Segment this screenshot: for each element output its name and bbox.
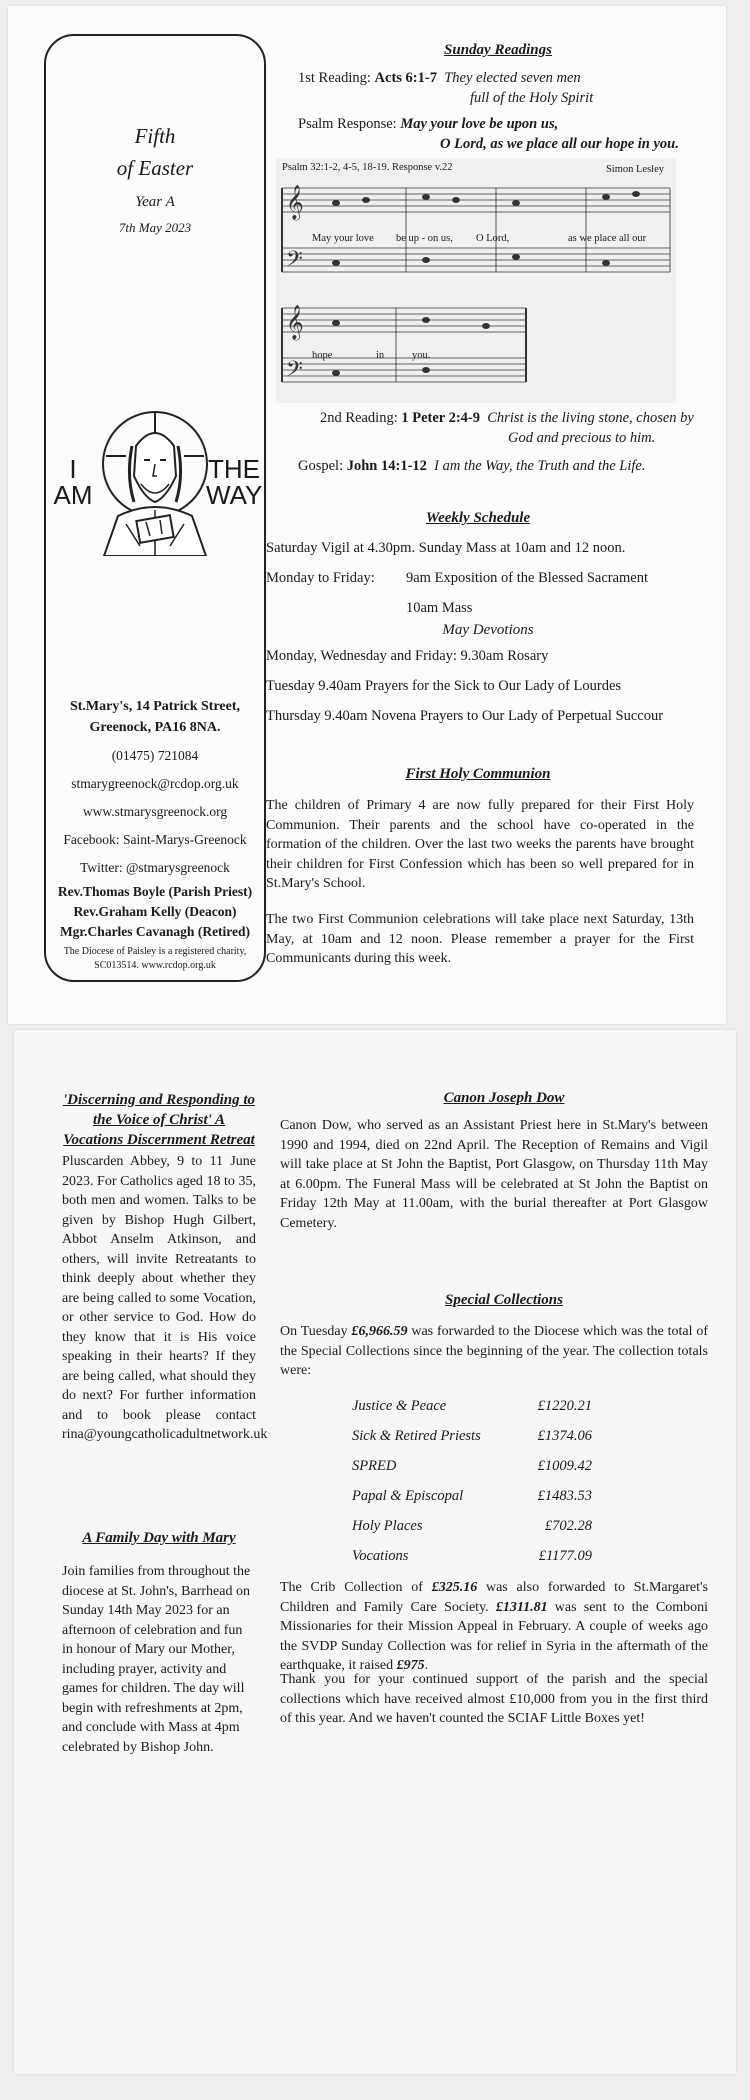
collection-name: SPRED <box>352 1458 397 1474</box>
retreat-body: Pluscarden Abbey, 9 to 11 June 2023. For Catholics aged 18 to 35, both men and women. Talks to be given by Bishop Hugh Gilbert, Abbot Anselm Atkinson, and others, will invite Retreatants to think deeply about whether they are being called to some Vocation, or other service to God. How do they know that it is His voice speaking in their hearts? If they are being called, what should they do next? For further information and to book please contact rina@youngcatholicadultnetwork.uk <box>62 1154 268 1442</box>
communion-para1: The children of Primary 4 are now fully prepared for their First Holy Communion. Their parents and the school have co-operated in the formation of the children. Over the last two weeks the parents have brought their children for First Confession which has been so well prepared for in St.Mary's School. <box>266 798 694 891</box>
parish-website[interactable]: www.stmarysgreenock.org <box>82 804 228 819</box>
parish-address-line1: St.Mary's, 14 Patrick Street, <box>69 699 241 714</box>
parish-address-line2: Greenock, PA16 8NA. <box>89 720 221 735</box>
schedule-weekend: Saturday Vigil at 4.30pm. Sunday Mass at 10am and 12 noon. <box>266 540 626 556</box>
canon-body: Canon Dow, who served as an Assistant Priest here in St.Mary's between 1990 and 1994, died on 22nd April. The Reception of Remains and Vigil will take place at St John the Baptist, Port Glasgow, on Thursday 11th May at 6.00pm. The Funeral Mass will be celebrated at St John the Baptist on Friday 12th May at 11.00am, with the burial thereafter at Port Glasgow Cemetery. <box>280 1118 708 1231</box>
svg-text:𝄢: 𝄢 <box>286 357 303 387</box>
second-reading-cont: God and precious to him. <box>508 430 656 446</box>
schedule-mass: 10am Mass <box>406 600 473 616</box>
psalm-ref: Psalm 32:1-2, 4-5, 18-19. Response v.22 <box>282 162 453 173</box>
bulletin-date: 7th May 2023 <box>118 220 192 235</box>
crib-collection-para: The Crib Collection of £325.16 was also forwarded to St.Margaret's Children and Family Care Society. £1311.81 was sent to the Comboni Missionaries for their Mission Appeal in February. A couple of weeks ago the SVDP Sunday Collection was for relief in Syria in the aftermath of the earthquake, it raised £975. <box>280 1580 708 1673</box>
psalm-response-cont: O Lord, as we place all our hope in you. <box>440 136 679 152</box>
second-reading: 2nd Reading: 1 Peter 2:4-9 Christ is the living stone, chosen by <box>320 410 694 426</box>
canon-heading: Canon Joseph Dow <box>443 1090 565 1106</box>
week-title-line2: of Easter <box>116 156 194 180</box>
clergy-deacon: Rev.Graham Kelly (Deacon) <box>73 904 237 919</box>
collection-amount: £1374.06 <box>537 1428 592 1444</box>
lyric-2: be up - on us, <box>396 233 453 244</box>
family-day-heading: A Family Day with Mary <box>82 1530 236 1546</box>
lyric-5: hope <box>312 350 333 361</box>
collection-amount: £702.28 <box>544 1518 592 1534</box>
collection-amount: £1483.53 <box>537 1488 592 1504</box>
staff-notation-icon <box>276 178 676 403</box>
schedule-exposition: 9am Exposition of the Blessed Sacrament <box>406 570 649 586</box>
family-day-body: Join families from throughout the diocese at St. John's, Barrhead on Sunday 14th May 2023 for an afternoon of celebration and fun in honour of Mary our Mother, including prayer, activity and games for children. The day will begin with refreshments at 2pm, and conclude with Mass at 4pm celebrated by Bishop John. <box>62 1564 251 1755</box>
collections-intro: On Tuesday £6,966.59 was forwarded to the Diocese which was the total of the Special Collections since the beginning of the year. The collection totals were: <box>280 1324 709 1378</box>
collection-name: Holy Places <box>352 1518 423 1534</box>
collection-name: Papal & Episcopal <box>352 1488 464 1504</box>
parish-twitter[interactable]: Twitter: @stmarysgreenock <box>80 860 230 875</box>
lyric-7: you. <box>412 350 431 361</box>
bulletin-page-1 <box>8 6 726 1024</box>
lyric-6: in <box>376 350 385 361</box>
communion-heading: First Holy Communion <box>405 766 551 782</box>
devotions-heading: May Devotions <box>442 622 534 638</box>
communion-para2: The two First Communion celebrations will take place next Saturday, 13th May, at 10am and 12 noon. Please remember a prayer for the First Communicants during this week. <box>266 912 694 966</box>
collection-amount: £1177.09 <box>538 1548 592 1564</box>
gospel-reading: Gospel: John 14:1-12 I am the Way, the Truth and the Life. <box>298 458 646 474</box>
christ-illustration <box>48 406 262 556</box>
lyric-1: May your love <box>312 233 374 244</box>
first-reading-cont: full of the Holy Spirit <box>470 90 594 106</box>
collection-name: Sick & Retired Priests <box>352 1428 481 1444</box>
liturgical-year: Year A <box>135 194 175 210</box>
clergy-parish-priest: Rev.Thomas Boyle (Parish Priest) <box>57 884 253 899</box>
charity-line1: The Diocese of Paisley is a registered charity, <box>63 946 247 957</box>
motto-right: THE WAY <box>206 454 263 510</box>
motto-left: I AM <box>53 454 93 510</box>
parish-facebook[interactable]: Facebook: Saint-Marys-Greenock <box>63 832 247 847</box>
lyric-4: as we place all our <box>568 233 647 244</box>
schedule-weekday-label: Monday to Friday: <box>266 570 375 586</box>
bulletin-page-2 <box>14 1030 736 2074</box>
collections-heading: Special Collections <box>445 1292 563 1308</box>
lyric-3: O Lord, <box>476 233 510 244</box>
clergy-retired: Mgr.Charles Cavanagh (Retired) <box>59 924 251 939</box>
svg-text:𝄞: 𝄞 <box>286 185 304 220</box>
devotion-succour: Thursday 9.40am Novena Prayers to Our Lady of Perpetual Succour <box>266 708 664 724</box>
readings-heading: Sunday Readings <box>444 42 552 58</box>
psalm-response: Psalm Response: May your love be upon us, <box>298 116 559 132</box>
collection-amount: £1220.21 <box>537 1398 592 1414</box>
composer: Simon Lesley <box>605 164 664 175</box>
parish-phone: (01475) 721084 <box>111 748 199 763</box>
charity-line2: SC013514. www.rcdop.org.uk <box>94 960 216 971</box>
svg-text:𝄢: 𝄢 <box>286 247 303 277</box>
sidebar-panel <box>44 34 266 982</box>
week-title-line1: Fifth <box>134 124 176 148</box>
first-reading: 1st Reading: Acts 6:1-7 They elected seven men <box>298 70 581 86</box>
retreat-heading: 'Discerning and Responding to the Voice of Christ' A Vocations Discernment Retreat <box>62 1092 256 1148</box>
psalm-music-score <box>276 158 676 403</box>
jesus-icon <box>96 406 214 556</box>
collection-name: Vocations <box>352 1548 409 1564</box>
devotion-rosary: Monday, Wednesday and Friday: 9.30am Rosary <box>266 648 549 664</box>
schedule-heading: Weekly Schedule <box>425 510 531 526</box>
collection-name: Justice & Peace <box>352 1398 447 1414</box>
parish-email[interactable]: stmarygreenock@rcdop.org.uk <box>71 776 239 791</box>
thanks-para: Thank you for your continued support of the parish and the special collections which have received almost £10,000 from you in the first third of this year. And we haven't counted the SCIAF Little Boxes yet! <box>280 1672 708 1726</box>
devotion-lourdes: Tuesday 9.40am Prayers for the Sick to Our Lady of Lourdes <box>266 678 622 694</box>
collection-amount: £1009.42 <box>537 1458 592 1474</box>
svg-text:𝄞: 𝄞 <box>286 305 304 340</box>
